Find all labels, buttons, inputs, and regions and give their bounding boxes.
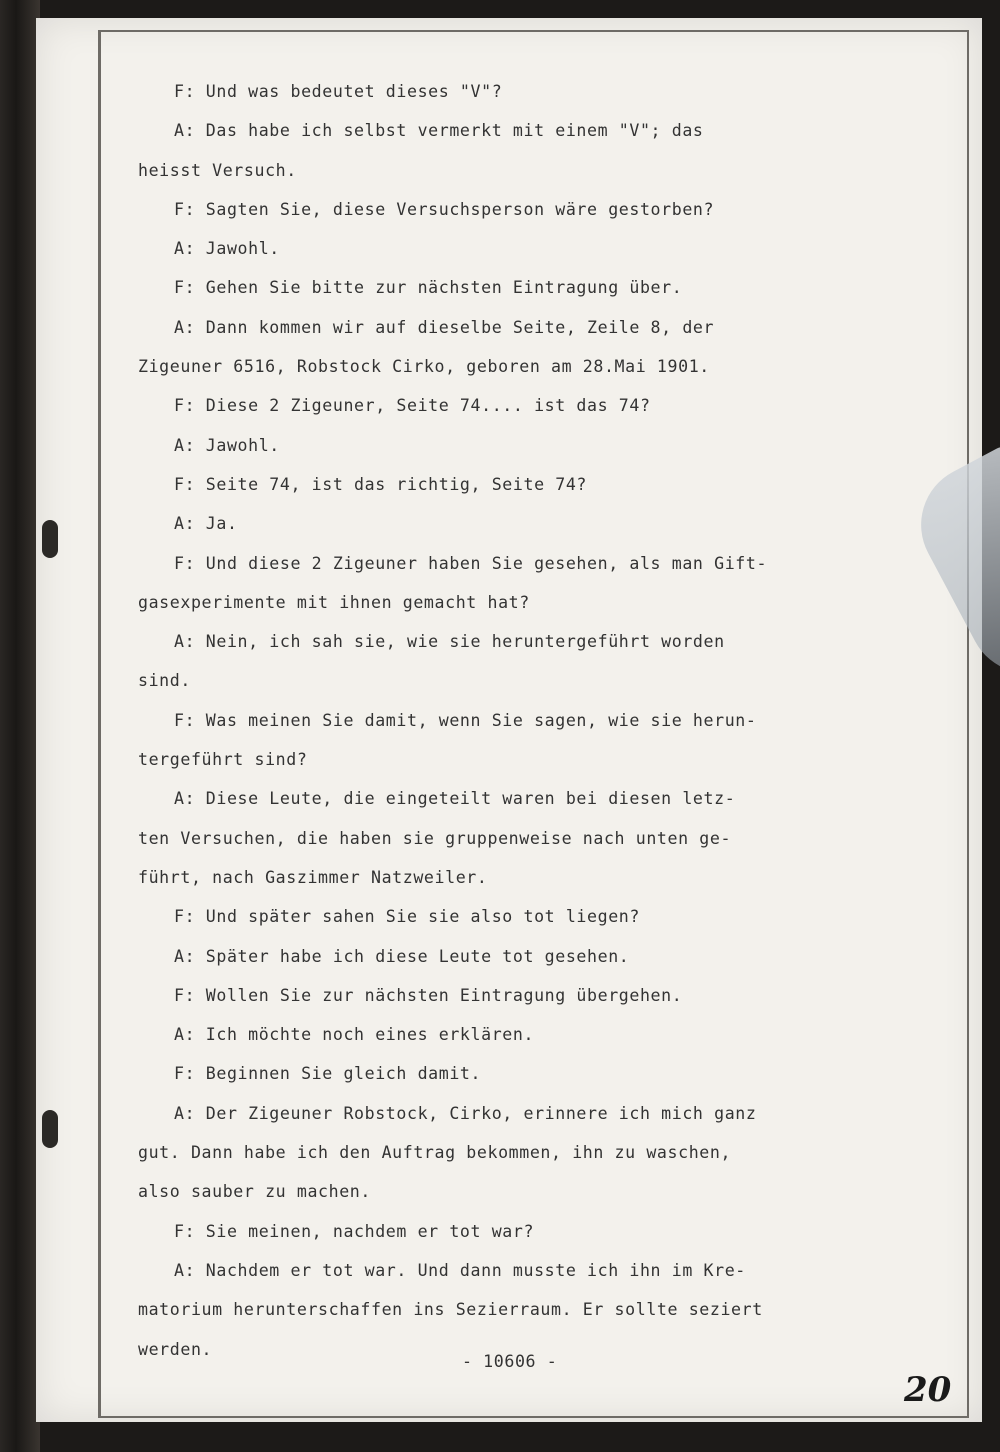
transcript-line: gasexperimente mit ihnen gemacht hat? bbox=[138, 592, 530, 612]
punch-hole bbox=[42, 520, 58, 558]
transcript-line: F: Und was bedeutet dieses "V"? bbox=[174, 82, 503, 101]
transcript-line: F: Und später sahen Sie sie also tot liegen? bbox=[174, 907, 640, 927]
transcript-line: werden. bbox=[138, 1339, 213, 1359]
transcript-line: matorium herunterschaffen ins Sezierraum. Er sollte seziert bbox=[138, 1300, 763, 1320]
transcript-line: A: Jawohl. bbox=[174, 239, 280, 259]
transcript-line: A: Das habe ich selbst vermerkt mit einem "V"; das bbox=[174, 121, 704, 141]
transcript-line: F: Wollen Sie zur nächsten Eintragung übergehen. bbox=[174, 985, 683, 1005]
transcript-line: ten Versuchen, die haben sie gruppenweise nach unten ge- bbox=[138, 828, 732, 848]
transcript-line: also sauber zu machen. bbox=[138, 1182, 371, 1202]
transcript-line: A: Ich möchte noch eines erklären. bbox=[174, 1025, 535, 1045]
transcript-line: A: Jawohl. bbox=[174, 435, 280, 455]
transcript-line: F: Diese 2 Zigeuner, Seite 74.... ist das 74? bbox=[174, 396, 651, 416]
transcript-line: A: Der Zigeuner Robstock, Cirko, erinnere ich mich ganz bbox=[174, 1103, 757, 1123]
footer-page-number: - 10606 - bbox=[462, 1352, 558, 1371]
handwritten-page-number: 20 bbox=[904, 1370, 952, 1410]
transcript-line: A: Nein, ich sah sie, wie sie heruntergeführt worden bbox=[174, 632, 725, 652]
punch-hole bbox=[42, 1110, 58, 1148]
transcript-body bbox=[138, 72, 838, 1369]
transcript-line: A: Dann kommen wir auf dieselbe Seite, Zeile 8, der bbox=[174, 317, 715, 337]
transcript-line: sind. bbox=[138, 671, 191, 691]
transcript-line: gut. Dann habe ich den Auftrag bekommen, ihn zu waschen, bbox=[138, 1143, 732, 1163]
transcript-line: F: Sagten Sie, diese Versuchsperson wäre gestorben? bbox=[174, 199, 715, 219]
transcript-line: A: Ja. bbox=[174, 514, 238, 534]
transcript-line: A: Diese Leute, die eingeteilt waren bei diesen letz- bbox=[174, 789, 736, 809]
transcript-line: A: Nachdem er tot war. Und dann musste ich ihn im Kre- bbox=[174, 1260, 746, 1280]
transcript-line: A: Später habe ich diese Leute tot gesehen. bbox=[174, 946, 630, 966]
transcript-line: heisst Versuch. bbox=[138, 160, 297, 180]
transcript-line: führt, nach Gaszimmer Natzweiler. bbox=[138, 867, 488, 887]
transcript-line: tergeführt sind? bbox=[138, 750, 308, 770]
binder-edge bbox=[0, 0, 40, 1452]
transcript-line: F: Beginnen Sie gleich damit. bbox=[174, 1064, 482, 1084]
transcript-line: F: Und diese 2 Zigeuner haben Sie gesehen, als man Gift- bbox=[174, 553, 768, 573]
transcript-line: Zigeuner 6516, Robstock Cirko, geboren am 28.Mai 1901. bbox=[138, 357, 710, 377]
transcript-line: F: Gehen Sie bitte zur nächsten Eintragung über. bbox=[174, 278, 683, 298]
transcript-line: F: Was meinen Sie damit, wenn Sie sagen, wie sie herun- bbox=[174, 710, 757, 730]
transcript-line: F: Seite 74, ist das richtig, Seite 74? bbox=[174, 474, 588, 494]
transcript-line: F: Sie meinen, nachdem er tot war? bbox=[174, 1221, 535, 1241]
